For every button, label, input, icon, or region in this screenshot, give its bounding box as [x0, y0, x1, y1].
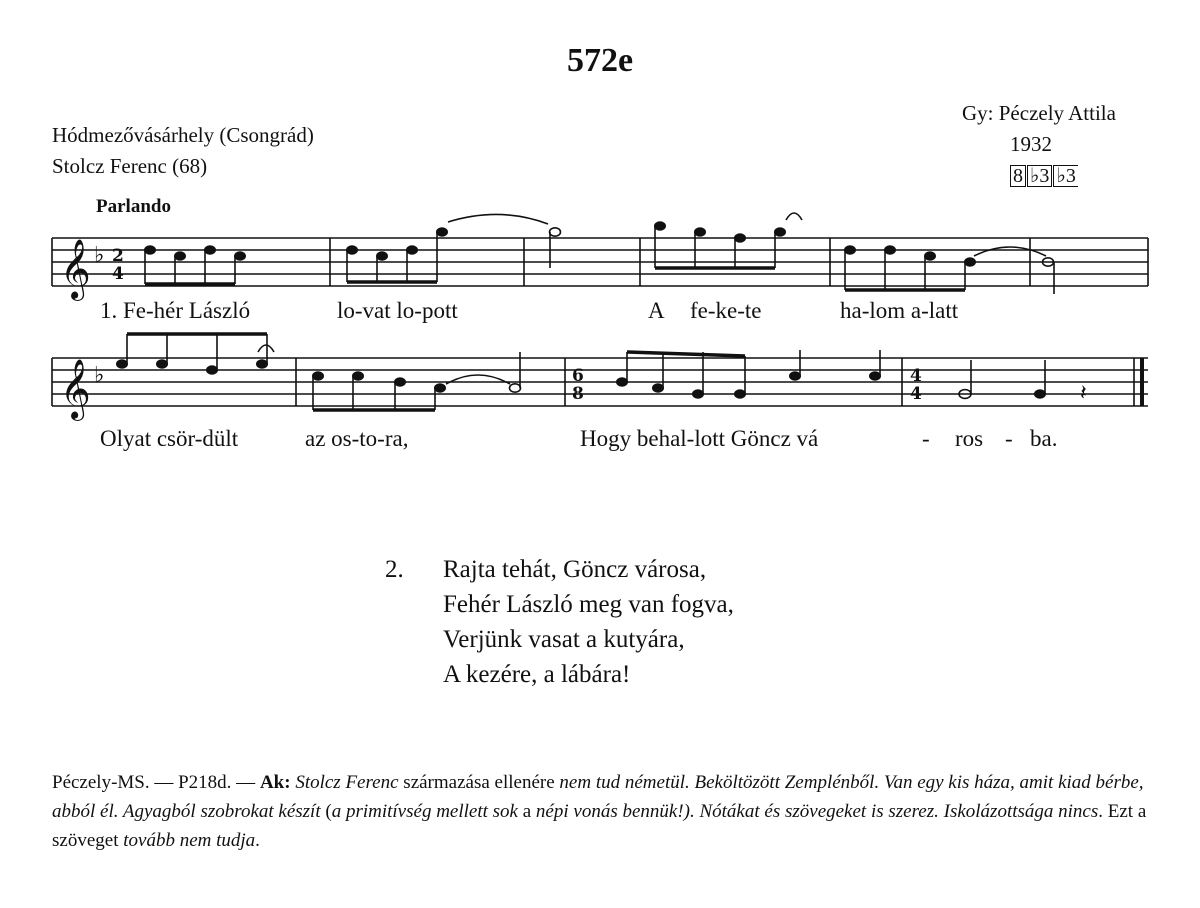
lyric-2-b: az os-to-ra,	[305, 426, 409, 451]
time-signature-4-icon: 4	[910, 384, 922, 404]
staff-1	[52, 238, 1148, 286]
stanza-line-2: Fehér László meg van fogva,	[443, 591, 734, 618]
time-signature-2-icon: 2	[112, 246, 124, 266]
staff-2-stems-beams	[127, 334, 1045, 410]
staff-1-stems-beams	[145, 213, 1054, 294]
staff-1-notes	[145, 222, 1054, 266]
lyric-1-d: fe-ke-te	[690, 298, 762, 323]
singer-name: Stolcz Ferenc (68)	[52, 154, 208, 178]
stanza-line-4: A kezére, a lábára!	[443, 661, 631, 688]
cadence-2: ♭3	[1027, 165, 1052, 187]
time-signature-4-icon: 4	[910, 366, 922, 386]
lyric-2-d: -	[922, 426, 930, 451]
flat-key-signature-icon: ♭	[94, 363, 105, 388]
lyric-1-a: 1. Fe-hér László	[100, 298, 251, 323]
treble-clef-icon: 𝄞	[60, 359, 91, 419]
footer-part-0: Péczely-MS. — P218d. —	[52, 772, 260, 793]
song-number: 572e	[566, 42, 634, 79]
lyric-2-f: -	[1005, 426, 1013, 451]
lyric-1-c: A	[648, 298, 665, 323]
lyric-2-e: ros	[955, 426, 984, 451]
footer-part-10: tovább nem tudja	[123, 830, 256, 851]
tempo-marking: Parlando	[96, 196, 171, 217]
footer-part-2: Stolcz Ferenc	[290, 772, 399, 793]
cadence-1: 8	[1010, 165, 1026, 187]
footer-part-9: . Ezt a szöveget	[52, 801, 1147, 851]
stanza-line-1: Rajta tehát, Göncz városa,	[443, 556, 707, 583]
quarter-rest-icon: 𝄽	[1080, 381, 1087, 406]
lyric-1-b: lo-vat lo-pott	[337, 298, 458, 323]
lyric-2-a: Olyat csör-dült	[100, 426, 239, 451]
flat-key-signature-icon: ♭	[94, 243, 105, 268]
lyric-2-c: Hogy behal-lott Göncz vá	[580, 426, 819, 451]
time-signature-6-icon: 6	[572, 366, 584, 386]
footer-part-8: népi vonás bennük!). Nótákat és szövegeket is szerez. Iskolázottsága nincs	[535, 801, 1099, 822]
footer-part-4: nem tud németül. Beköltözött Zemplénből. Van egy kis háza, amit kiad bérbe, abból él. Agyagból szobrokat készít	[52, 772, 1144, 822]
place-of-collection: Hódmezővásárhely (Csongrád)	[52, 123, 314, 147]
source-note	[52, 768, 1162, 855]
time-signature-4-icon: 4	[112, 264, 124, 284]
footer-part-3: származása ellenére	[398, 772, 560, 793]
collector: Gy: Péczely Attila	[962, 101, 1116, 125]
footer-part-11: .	[255, 830, 260, 851]
footer-part-6: a primitívség mellett sok	[331, 801, 518, 822]
treble-clef-icon: 𝄞	[60, 239, 91, 299]
stanza-line-3: Verjünk vasat a kutyára,	[443, 626, 685, 653]
footer-part-7: a	[517, 801, 536, 822]
cadence-3: ♭3	[1053, 165, 1077, 187]
lyric-1-e: ha-lom a-latt	[840, 298, 959, 323]
lyric-2-g: ba.	[1030, 426, 1058, 451]
footer-part-1: Ak:	[259, 772, 291, 793]
footer-part-5: (	[320, 801, 332, 822]
time-signature-8-icon: 8	[572, 384, 584, 404]
stanza-number: 2.	[385, 556, 404, 583]
collection-year: 1932	[1010, 132, 1052, 156]
